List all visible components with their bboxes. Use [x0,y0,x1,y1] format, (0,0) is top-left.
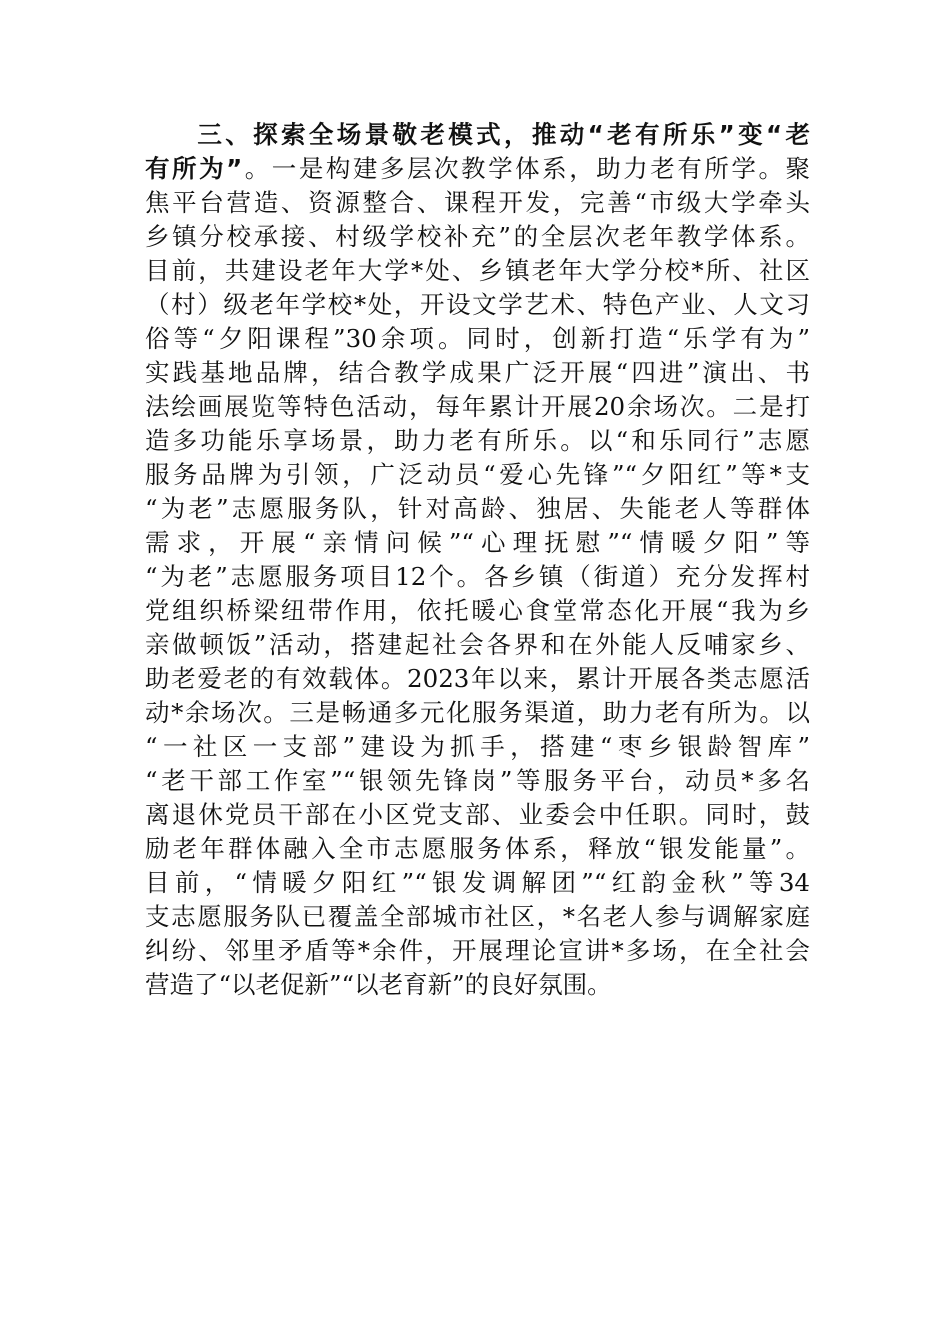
section-heading-continued: 有所为” [145,154,243,183]
body-line: “一社区一支部”建设为抓手，搭建“枣乡银龄智库” [145,732,810,761]
body-line: 党组织桥梁纽带作用，依托暖心食堂常态化开展“我为乡 [145,596,810,625]
body-line: （村）级老年学校*处，开设文学艺术、特色产业、人文习 [145,290,810,319]
body-line: “为老”志愿服务队，针对高龄、独居、失能老人等群体 [145,494,810,523]
body-line: “为老”志愿服务项目12个。各乡镇（街道）充分发挥村 [145,562,810,591]
body-line: 离退休党员干部在小区党支部、业委会中任职。同时，鼓 [145,800,810,829]
line-2 [145,152,810,186]
paragraph-text: 。一是构建多层次教学体系，助力老有所学。聚 [242,154,810,183]
body-line: 乡镇分校承接、村级学校补充”的全层次老年教学体系。 [145,222,810,251]
body-line: 纠纷、邻里矛盾等*余件，开展理论宣讲*多场，在全社会 [145,936,810,965]
body-line: 焦平台营造、资源整合、课程开发，完善“市级大学牵头 [145,188,810,217]
body-line: “老干部工作室”“银领先锋岗”等服务平台，动员*多名 [145,766,810,795]
body-line-last: 营造了“以老促新”“以老育新”的良好氛围。 [145,970,612,999]
body-line: 目前，共建设老年大学*处、乡镇老年大学分校*所、社区 [145,256,810,285]
body-line: 造多功能乐享场景，助力老有所乐。以“和乐同行”志愿 [145,426,810,455]
body-line: 支志愿服务队已覆盖全部城市社区，*名老人参与调解家庭 [145,902,810,931]
body-line: 目前，“情暖夕阳红”“银发调解团”“红韵金秋”等34 [145,868,810,897]
body-line: 实践基地品牌，结合教学成果广泛开展“四进”演出、书 [145,358,810,387]
body-line: 励老年群体融入全市志愿服务体系，释放“银发能量”。 [145,834,810,863]
body-line: 法绘画展览等特色活动，每年累计开展20余场次。二是打 [145,392,810,421]
section-heading: 三、探索全场景敬老模式，推动“老有所乐”变“老 [194,120,810,149]
line-1 [145,118,810,152]
document-body [145,118,810,1002]
body-line: 服务品牌为引领，广泛动员“爱心先锋”“夕阳红”等*支 [145,460,810,489]
body-line: 亲做顿饭”活动，搭建起社会各界和在外能人反哺家乡、 [145,630,810,659]
body-line: 俗等“夕阳课程”30余项。同时，创新打造“乐学有为” [145,324,810,353]
body-line: 需求，开展“亲情问候”“心理抚慰”“情暖夕阳”等 [145,528,810,557]
body-line: 助老爱老的有效载体。2023年以来，累计开展各类志愿活 [145,664,810,693]
body-line: 动*余场次。三是畅通多元化服务渠道，助力老有所为。以 [145,698,810,727]
